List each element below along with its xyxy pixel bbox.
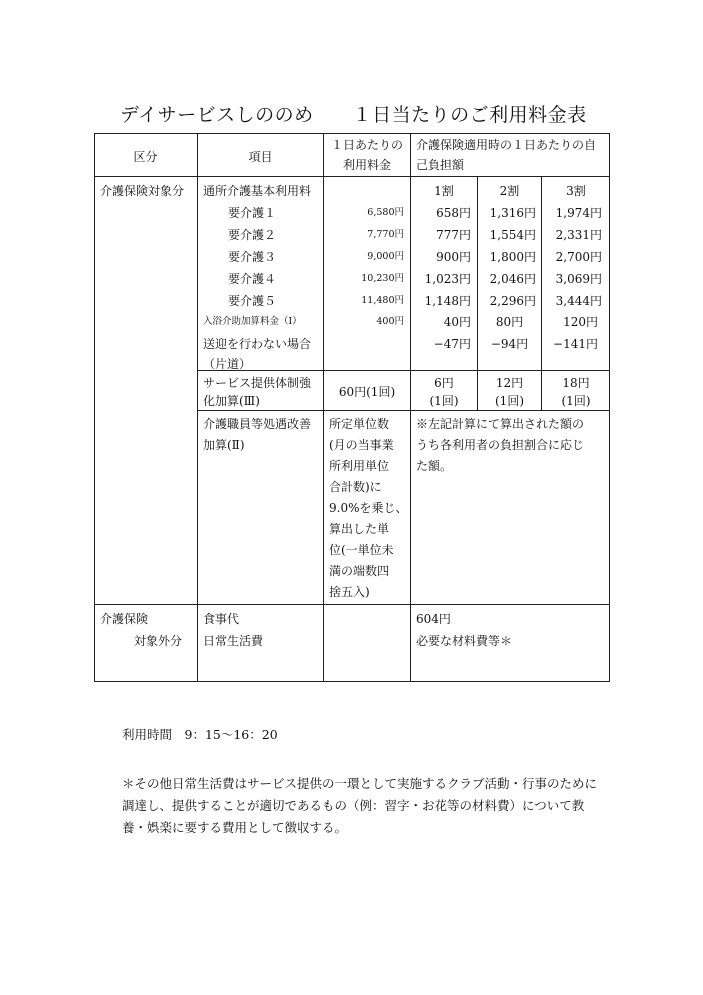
ratio-1-header: 1割 [434, 184, 454, 198]
per-time: (1回) [429, 394, 459, 408]
treatment-label: 介護職員等処遇改善 [203, 417, 312, 431]
no-transport-label: （片道） [203, 357, 252, 371]
burden-10pct: 6円 [434, 376, 454, 390]
header-koumoku: 項目 [248, 150, 273, 164]
burden-10pct: 1,023円 [424, 272, 471, 286]
burden-20pct: 1,800円 [489, 250, 536, 264]
care-level-fee: 10,230円 [361, 273, 404, 284]
care-level-fee: 7,770円 [367, 229, 404, 240]
burden-30pct: 3,069円 [555, 272, 602, 286]
burden-10pct: 1,148円 [424, 294, 471, 308]
service-system-label: サービス提供体制強 [203, 376, 312, 390]
burden-10pct: 777円 [436, 228, 471, 242]
care-level-fee: 9,000円 [367, 251, 404, 262]
bath-fee: 400円 [376, 316, 404, 327]
no-transport-label: 送迎を行わない場合 [203, 337, 312, 351]
burden-10pct: 658円 [436, 206, 471, 220]
burden-20pct: 80円 [495, 315, 524, 329]
bath-label: 入浴介助加算料金（Ⅰ） [203, 316, 302, 327]
header-daily-fee: 利用料金 [342, 158, 391, 172]
ratio-3-header: 3割 [566, 184, 586, 198]
header-burden: 己負担額 [416, 158, 465, 172]
meal-label: 食事代 [203, 612, 240, 626]
care-level-label: 要介護５ [228, 294, 277, 308]
burden-10pct: 900円 [436, 250, 471, 264]
treatment-fee-line: 合計数)に [329, 480, 382, 494]
burden-30pct: 2,331円 [555, 228, 602, 242]
page-title: デイサービスしののめ １日当たりのご利用料金表 [120, 104, 587, 126]
table-vline [197, 133, 198, 682]
treatment-fee-line: 9.0%を乗じ、 [329, 501, 408, 515]
business-hours: 利用時間 9：15〜16：20 [122, 727, 278, 742]
treatment-fee-line: 捨五入) [329, 585, 370, 599]
footnote: ＊その他日常生活費はサービス提供の一環として実施するクラブ活動・行事のために調達し、提供することが適切であるもの（例：習字・お花等の材料費）について教養・娯楽に要する費用として徴収する。 [122, 776, 598, 835]
care-level-label: 要介護１ [228, 206, 277, 220]
meal-cost: 604円 [416, 612, 451, 626]
table-hline [197, 370, 610, 371]
treatment-fee-line: 算出した単 [329, 522, 390, 536]
category-uninsured: 対象外分 [134, 634, 183, 648]
care-level-label: 要介護２ [228, 228, 277, 242]
burden-20pct: 2,046円 [489, 272, 536, 286]
care-level-label: 要介護４ [228, 272, 277, 286]
per-time: (1回) [495, 394, 524, 408]
care-level-label: 要介護３ [228, 250, 277, 264]
treatment-burden-line: うち各利用者の負担割合に応じ [416, 438, 585, 452]
ratio-2-header: 2割 [499, 184, 520, 198]
burden-30pct: 1,974円 [555, 206, 602, 220]
service-system-fee: 60円(1回) [338, 385, 396, 399]
burden-20pct: 12円 [495, 376, 524, 390]
basic-fee-label: 通所介護基本利用料 [203, 184, 312, 198]
treatment-fee-line: 満の端数四 [329, 564, 390, 578]
treatment-fee-line: 所利用単位 [329, 459, 390, 473]
per-time: (1回) [561, 394, 591, 408]
care-level-fee: 6,580円 [367, 207, 404, 218]
header-kubun: 区分 [133, 150, 158, 164]
care-level-fee: 11,480円 [361, 295, 404, 306]
header-burden: 介護保険適用時の１日あたりの自 [416, 138, 597, 152]
burden-10pct: 40円 [443, 315, 471, 329]
treatment-burden-line: ※左記計算にて算出された額の [416, 417, 585, 431]
burden-10pct: −47円 [433, 337, 471, 351]
burden-20pct: 1,316円 [489, 206, 536, 220]
treatment-fee-line: 位(一単位未 [329, 543, 394, 557]
burden-30pct: −141円 [553, 337, 598, 351]
daily-living-cost: 必要な材料費等＊ [416, 634, 513, 648]
table-hline [94, 604, 610, 605]
burden-20pct: 2,296円 [489, 294, 536, 308]
burden-30pct: 2,700円 [555, 250, 602, 264]
burden-30pct: 3,444円 [555, 294, 602, 308]
daily-living-label: 日常生活費 [203, 634, 264, 648]
service-system-label: 化加算(Ⅲ) [203, 394, 260, 408]
treatment-fee-line: 所定単位数 [329, 417, 390, 431]
table-hline [94, 176, 610, 177]
category-insured: 介護保険対象分 [100, 184, 185, 198]
treatment-burden-line: た額。 [416, 459, 453, 473]
burden-30pct: 18円 [562, 376, 590, 390]
treatment-label: 加算(Ⅱ) [203, 438, 245, 452]
header-daily-fee: １日あたりの [330, 138, 403, 152]
category-uninsured: 介護保険 [100, 612, 149, 626]
burden-20pct: −94円 [490, 337, 529, 351]
burden-20pct: 1,554円 [489, 228, 536, 242]
burden-30pct: 120円 [563, 315, 598, 329]
treatment-fee-line: (月の当事業 [329, 438, 394, 452]
